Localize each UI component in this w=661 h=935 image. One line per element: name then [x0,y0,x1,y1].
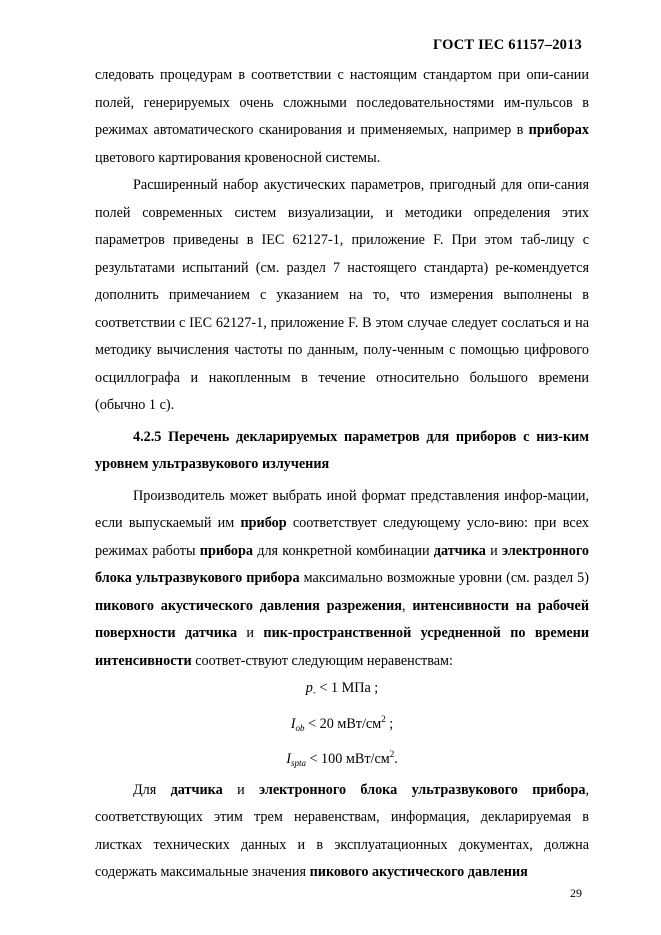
bold-term: датчика [170,781,223,798]
paragraph-continuation [95,62,589,172]
bold-term: интенсивности на рабочей поверхности датчика [95,597,590,641]
text-run: следовать процедурам в соответствии с настоящим стандартом при опи-сании полей, генерируемых очень сложными последовательностями им-пульсов в режимах автоматического сканирования и применяемых, например в [95,67,589,138]
text-run: Расширенный набор акустических параметров, пригодный для опи-сания полей современных систем визуализации, и методики определения этих параметров приведены в IEC 62127-1, приложение F. При этом таб-лицу с результатами испытаний (см. раздел 7 настоящего стандарта) ре-комендуется дополнить примечанием с указанием на то, что измерения выполнены в соответствии с IEC 62127-1, приложение F. В этом случае следует сослаться и на методику вычисления частоты по данным, полу-ченным с помощью цифрового осциллографа и накопленным в течение относительно большого времени (обычно 1 с). [95,177,589,413]
text-run: для конкретной комбинации [253,542,434,559]
bold-term: пик-пространственной усредненной по времени интенсивности [95,625,590,669]
inequality-2: $I_{ob} < 20$ мВт/$см^2$ ; [290,713,394,733]
section-heading-4-2-5: 4.2.5 Перечень декларируемых параметров для приборов с низ-ким уровнем ультразвукового излучения [95,428,589,472]
text-run: соответствует следующему усло-вию: при всех режимах работы [95,515,590,559]
text-run: цветового картирования кровеносной системы. [95,149,381,166]
inequality-1: $p_- < 1$ МПа ; [305,680,379,697]
paragraph-declared-values [95,777,589,887]
document-header: ГОСТ IEC 61157–2013 [433,37,582,53]
inequality-3: $I_{spta} < 100$ мВт/$см^2$. [286,749,398,768]
paragraph-manufacturer-format [95,483,589,676]
bold-term: электронного блока ультразвукового прибора [259,781,586,798]
page-number: 29 [570,886,582,900]
text-run: Производитель может выбрать иной формат представления инфор-мации, если выпускаемый им [95,487,589,531]
page-body [95,62,589,887]
bold-term: датчика [433,542,486,559]
bold-term: прибора [199,542,253,559]
text-run: и [485,542,502,559]
bold-term: прибор [240,515,287,531]
bold-term: пикового акустического давления разрежения [95,597,402,614]
bold-term: приборах [528,122,589,138]
text-run: и [222,781,259,798]
text-run: и [237,625,264,641]
text-run: , [401,597,413,614]
bold-term: пикового акустического давления [309,864,528,880]
text-run: Для [133,781,171,798]
text-run: максимально возможные уровни (см. раздел 5) [299,570,589,586]
text-run: , соответствующих этим трем неравенствам, информация, декларируемая в листках технических данных и в эксплуатационных документах, должна содержать максимальные значения [95,781,589,880]
bold-term: электронного блока ультразвукового прибора [95,542,590,586]
inequalities-block [95,675,589,777]
paragraph-acoustic-parameters [95,172,589,420]
text-run: соответ-ствуют следующим неравенствам: [191,652,453,669]
